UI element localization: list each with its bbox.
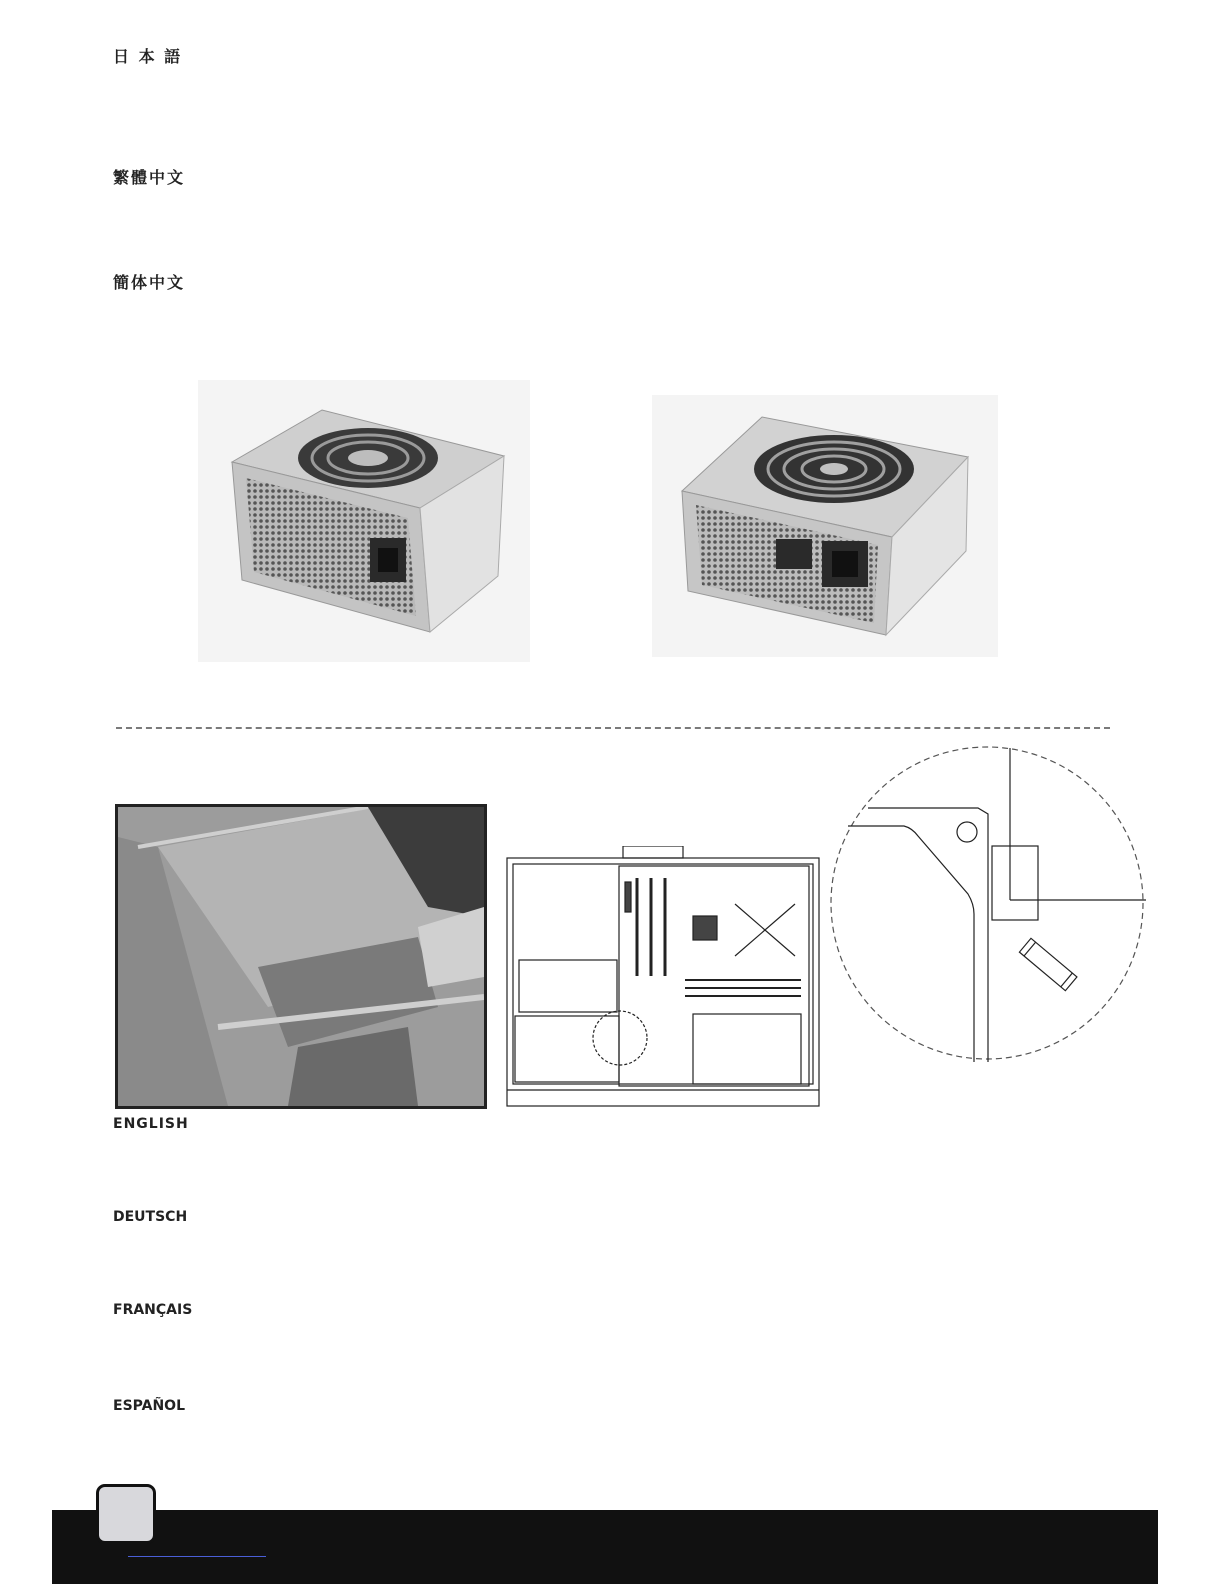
footer-bar <box>52 1510 1158 1584</box>
heading-deutsch: DEUTSCH <box>113 1209 188 1225</box>
chassis-top-view-diagram <box>505 846 821 1110</box>
psu-sfx-photo <box>652 395 998 657</box>
heading-english: ENGLISH <box>113 1116 189 1132</box>
heading-japanese: 日 本 語 <box>113 47 183 66</box>
heading-simplified-chinese: 簡体中文 <box>113 273 186 292</box>
heading-francais: FRANÇAIS <box>113 1302 193 1318</box>
heading-espanol: ESPAÑOL <box>113 1398 185 1414</box>
install-photo <box>115 804 487 1109</box>
page-number-tab <box>96 1484 156 1544</box>
section-divider <box>116 727 1110 729</box>
mounting-detail-zoom <box>828 744 1146 1062</box>
psu-tfx-photo <box>198 380 530 662</box>
footer-link-underline[interactable] <box>128 1556 266 1557</box>
heading-traditional-chinese: 繁體中文 <box>113 168 186 187</box>
